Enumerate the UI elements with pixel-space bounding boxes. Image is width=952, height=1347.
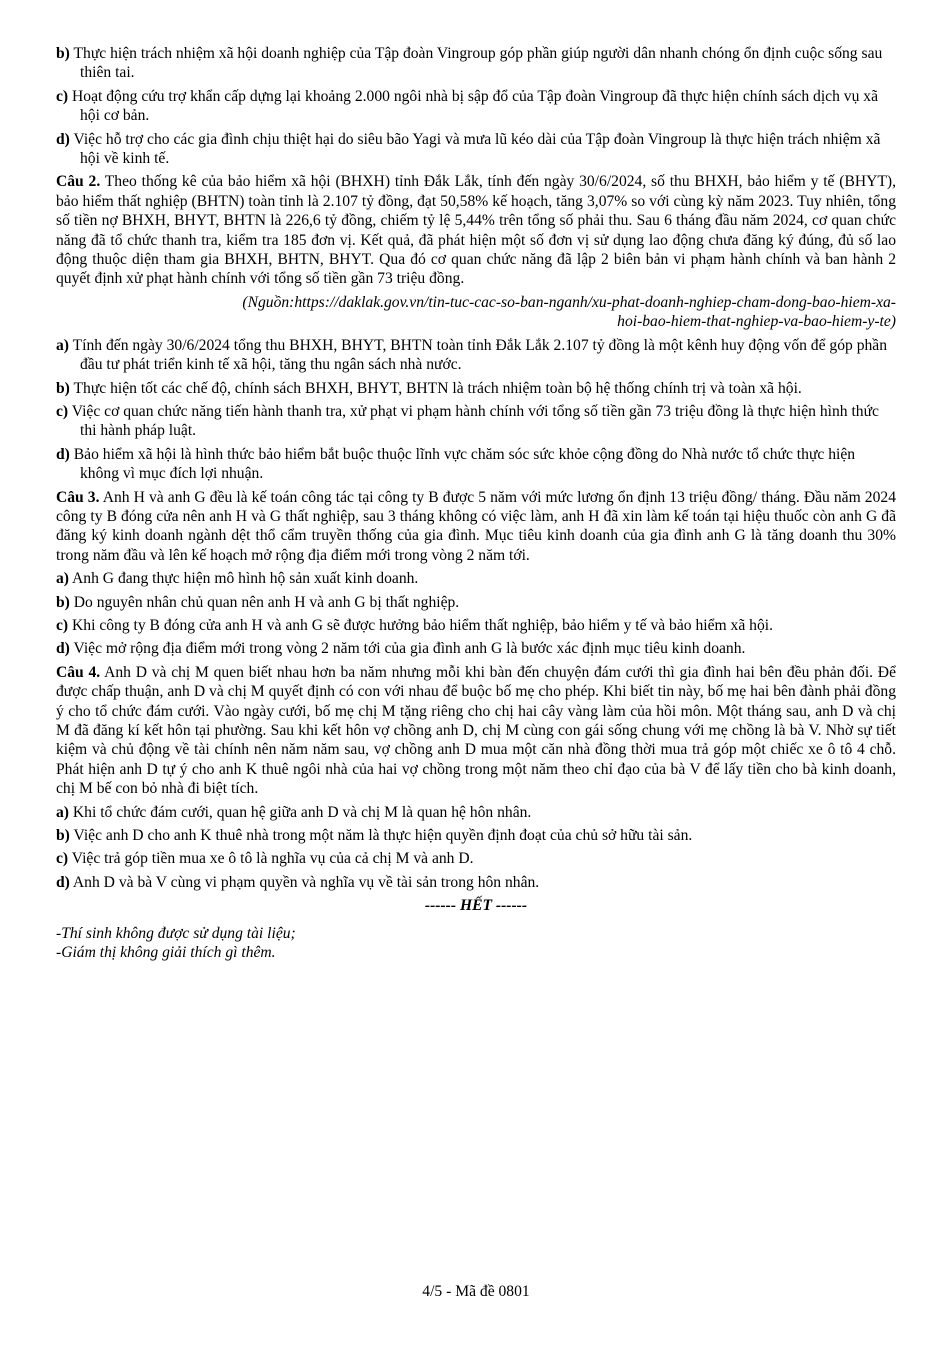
- option-label: c): [56, 87, 69, 105]
- exam-note-1: -Thí sinh không được sử dụng tài liệu;: [56, 924, 296, 942]
- option-text: Anh G đang thực hiện mô hình hộ sản xuất kinh doanh.: [72, 570, 419, 588]
- q1-option-b: [56, 44, 896, 83]
- q3-option-a: [56, 569, 896, 588]
- option-text: Khi tổ chức đám cưới, quan hệ giữa anh D và chị M là quan hệ hôn nhân.: [72, 803, 532, 821]
- question-label: Câu 3.: [56, 488, 100, 506]
- option-text: Hoạt động cứu trợ khẩn cấp dựng lại khoảng 2.000 ngôi nhà bị sập đổ của Tập đoàn Vingroup đã thực hiện chính sách dịch vụ xã hội cơ bản.: [72, 87, 878, 125]
- q2-option-d: [56, 445, 896, 484]
- q4-option-d: [56, 873, 896, 892]
- question-text: Theo thống kê của bảo hiểm xã hội (BHXH) tỉnh Đắk Lắk, tính đến ngày 30/6/2024, số thu BHXH, bảo hiểm y tế (BHYT), bảo hiểm thất nghiệp (BHTN) toàn tỉnh là 2.107 tỷ đồng, đạt 50,58% kế hoạch, tăng 3,07% so với cùng kỳ năm 2023. Tuy nhiên, tổng số tiền nợ BHXH, BHYT, BHTN là 226,6 tỷ đồng, chiếm tỷ lệ 5,44% trên tổng số phải thu. Sau 6 tháng đầu năm 2024, cơ quan chức năng đã tổ chức thanh tra, kiểm tra 185 đơn vị. Kết quả, đã phát hiện một số đơn vị sử dụng lao động chưa đăng ký đúng, đủ số lao động thuộc diện tham gia BHXH, BHTN, BHYT. Qua đó cơ quan chức năng đã lập 2 biên bản vi phạm hành chính và ban hành 2 quyết định xử phạt hành chính với tổng số tiền gần 73 triệu đồng.: [56, 173, 897, 288]
- q3-option-b: [56, 593, 896, 612]
- option-label: d): [56, 873, 70, 891]
- source-line-1: (Nguồn:https://daklak.gov.vn/tin-tuc-cac-so-ban-nganh/xu-phat-doanh-nghiep-cham-dong-bao-hiem-xa-: [242, 293, 896, 311]
- question-label: Câu 4.: [56, 663, 101, 681]
- option-label: b): [56, 45, 70, 62]
- page-footer: 4/5 - Mã đề 0801: [422, 1283, 530, 1300]
- end-marker: ------ HẾT ------: [424, 897, 528, 915]
- source-line-2: hoi-bao-hiem-that-nghiep-va-bao-hiem-y-te): [617, 313, 896, 331]
- option-text: Tính đến ngày 30/6/2024 tổng thu BHXH, BHYT, BHTN toàn tỉnh Đắk Lắk 2.107 tỷ đồng là một kênh huy động vốn để góp phần đầu tư phát triển kinh tế xã hội, tăng thu ngân sách nhà nước.: [72, 336, 888, 374]
- option-label: b): [56, 593, 70, 611]
- q1-option-d: [56, 130, 896, 169]
- option-text: Do nguyên nhân chủ quan nên anh H và anh G bị thất nghiệp.: [73, 593, 460, 611]
- option-text: Khi công ty B đóng cửa anh H và anh G sẽ được hưởng bảo hiểm thất nghiệp, bảo hiểm y tế và bảo hiểm xã hội.: [72, 616, 773, 634]
- source-citation: [56, 293, 896, 332]
- option-label: c): [56, 402, 69, 420]
- option-text: Việc anh D cho anh K thuê nhà trong một năm là thực hiện quyền định đoạt của chủ sở hữu tài sản.: [73, 827, 693, 845]
- q4-option-b: [56, 826, 896, 845]
- option-label: c): [56, 616, 69, 634]
- question-label: Câu 2.: [56, 173, 101, 191]
- option-text: Anh D và bà V cùng vi phạm quyền và nghĩa vụ về tài sản trong hôn nhân.: [72, 873, 540, 891]
- exam-note-2: -Giám thị không giải thích gì thêm.: [56, 944, 276, 962]
- question-3: [56, 488, 896, 566]
- option-label: b): [56, 827, 70, 845]
- option-text: Bảo hiểm xã hội là hình thức bảo hiểm bắt buộc thuộc lĩnh vực chăm sóc sức khỏe cộng đồng do Nhà nước tổ chức thực hiện không vì mục đích lợi nhuận.: [73, 445, 856, 483]
- q4-option-c: [56, 849, 896, 868]
- q2-option-a: [56, 336, 896, 375]
- question-2: [56, 172, 896, 288]
- option-text: Thực hiện tốt các chế độ, chính sách BHXH, BHYT, BHTN là trách nhiệm toàn bộ hệ thống chính trị và toàn xã hội.: [73, 379, 802, 397]
- question-text: Anh H và anh G đều là kế toán công tác tại công ty B được 5 năm với mức lương ổn định 13 triệu đồng/ tháng. Đầu năm 2024 công ty B đóng cửa nên anh H và G thất nghiệp, sau 3 tháng không có việc làm, anh H đã xin làm kế toán tại hiệu thuốc còn anh G đã đăng ký kinh doanh ngành dệt thổ cẩm truyền thống của gia đình. Mục tiêu kinh doanh của gia đình anh G là tăng doanh thu 30% trong năm đầu và lên kế hoạch mở rộng địa điểm mới trong vòng 2 năm tới.: [56, 488, 896, 564]
- option-label: d): [56, 445, 70, 463]
- option-label: a): [56, 336, 69, 354]
- question-text: Anh D và chị M quen biết nhau hơn ba năm nhưng mỗi khi bàn đến chuyện đám cưới thì gia đình hai bên đều phản đối. Để được chấp thuận, anh D và chị M quyết định có con với nhau để buộc bố mẹ cho phép. Khi biết tin này, bố mẹ hai bên đành phải đồng ý cho tổ chức đám cưới. Vào ngày cưới, bố mẹ chị M tặng riêng cho chị hai cây vàng làm của hồi môn. Một tháng sau, anh D và chị M đã đăng kí kết hôn tại phường. Sau khi kết hôn vợ chồng anh D, chị M cùng con gái sống chung với mẹ chồng là bà V. Nhờ sự tiết kiệm và chủ động về tài chính nên năm năm sau, vợ chồng anh D mua một căn nhà đồng thời mua trả góp một chiếc xe ô tô 4 chỗ. Phát hiện anh D tự ý cho anh K thuê ngôi nhà của hai vợ chồng trong một năm theo chỉ đạo của bà V để lấy tiền cho bà kinh doanh, chị M bế con bỏ nhà đi biệt tích.: [56, 663, 896, 798]
- option-text: Thực hiện trách nhiệm xã hội doanh nghiệp của Tập đoàn Vingroup góp phần giúp người dân nhanh chóng ổn định cuộc sống sau thiên tai.: [73, 45, 883, 82]
- option-label: b): [56, 379, 70, 397]
- q1-option-c: [56, 87, 896, 126]
- exam-page: [56, 44, 896, 962]
- q2-option-c: [56, 402, 896, 441]
- option-label: a): [56, 803, 69, 821]
- option-text: Việc cơ quan chức năng tiến hành thanh tra, xử phạt vi phạm hành chính với tổng số tiền gần 73 triệu đồng là thực hiện hình thức thi hành pháp luật.: [71, 402, 879, 440]
- option-label: c): [56, 850, 69, 868]
- option-label: d): [56, 130, 70, 148]
- option-text: Việc trả góp tiền mua xe ô tô là nghĩa vụ của cả chị M và anh D.: [71, 850, 474, 868]
- q3-option-d: [56, 639, 896, 658]
- q2-option-b: [56, 379, 896, 398]
- option-text: Việc mở rộng địa điểm mới trong vòng 2 năm tới của gia đình anh G là bước xác định mục tiêu kinh doanh.: [73, 640, 746, 658]
- q3-option-c: [56, 616, 896, 635]
- q4-option-a: [56, 803, 896, 822]
- question-4: [56, 663, 896, 799]
- option-text: Việc hỗ trợ cho các gia đình chịu thiệt hại do siêu bão Yagi và mưa lũ kéo dài của Tập đoàn Vingroup là thực hiện trách nhiệm xã hội về kinh tế.: [73, 130, 881, 168]
- option-label: d): [56, 640, 70, 658]
- option-label: a): [56, 570, 69, 588]
